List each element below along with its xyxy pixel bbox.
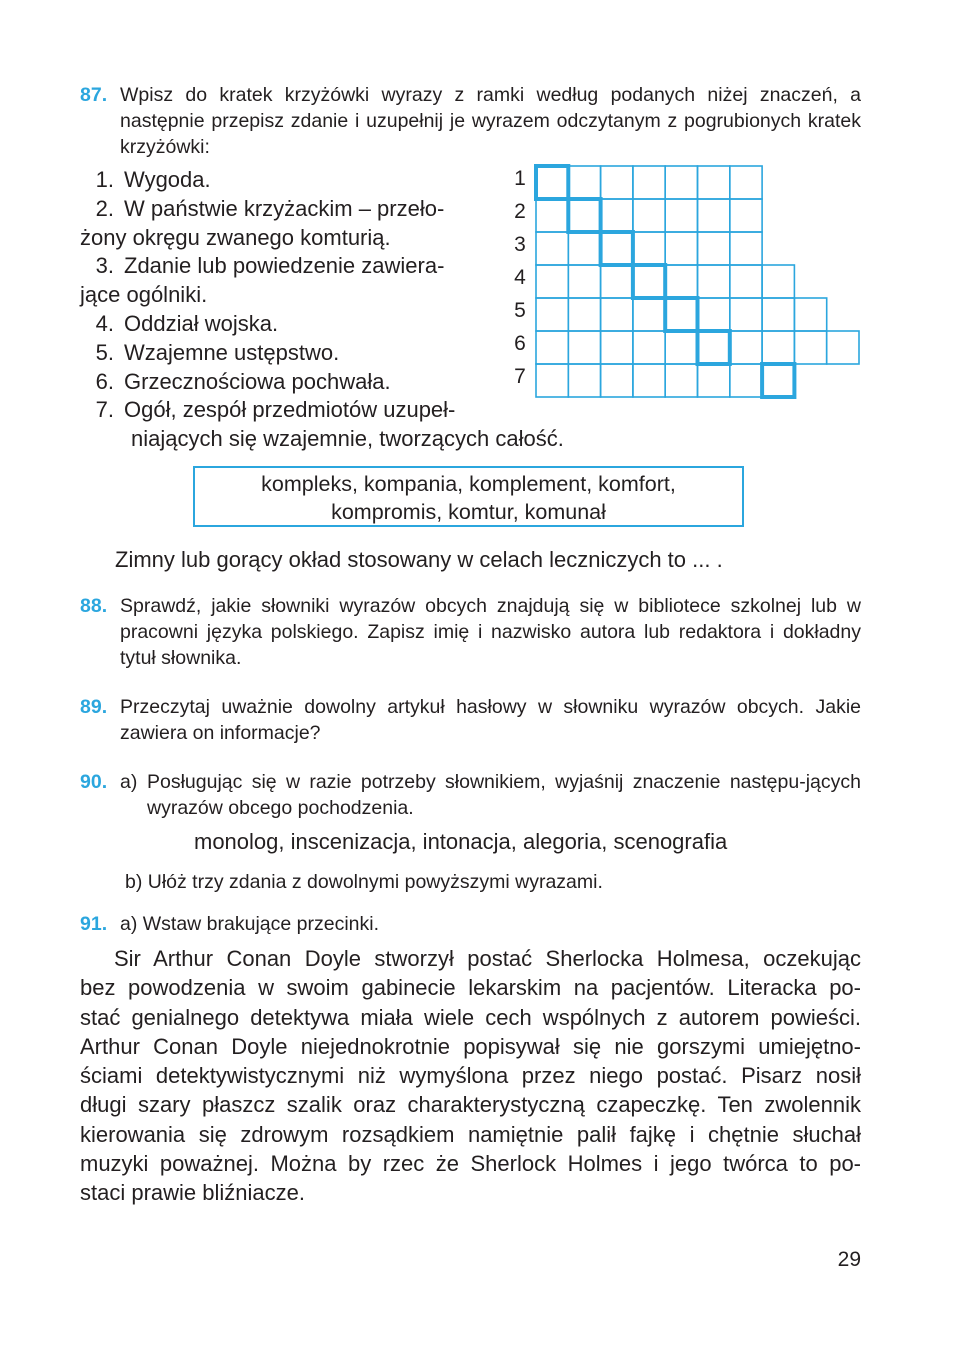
crossword-cell	[568, 331, 600, 364]
clue-line	[80, 339, 564, 368]
word-list: monolog, inscenizacja, intonacja, alegoria, scenografia	[194, 829, 728, 854]
crossword-row-number: 2	[514, 200, 526, 223]
crossword-cell	[536, 166, 568, 199]
crossword-cell	[730, 199, 762, 232]
crossword-bold-cell	[665, 298, 697, 331]
crossword-bold-cell	[601, 232, 633, 265]
paragraph-line: ściami detektywistycznymi niż wymyślona przez niego postać. Pisarz nosił	[80, 1063, 861, 1089]
crossword-grid	[533, 163, 863, 403]
crossword-cell	[730, 298, 762, 331]
crossword-cell	[601, 298, 633, 331]
crossword-cell	[601, 232, 633, 265]
task-instruction: Przeczytaj uważnie dowolny artykuł hasłowy w słowniku wyrazów obcych. Jakie zawiera on informacje?	[120, 696, 861, 744]
crossword-cell	[601, 265, 633, 298]
task-87	[80, 82, 861, 160]
clue-text: żony okręgu zwanego komturią.	[80, 224, 391, 250]
clue-line	[80, 396, 564, 425]
clue-line	[80, 166, 564, 195]
clue-text: niających się wzajemnie, tworzących całość.	[131, 426, 564, 452]
crossword-cell	[536, 199, 568, 232]
clue-line	[80, 224, 564, 253]
paragraph-line: Sir Arthur Conan Doyle stworzył postać Sherlocka Holmesa, oczekując	[114, 946, 861, 971]
crossword-cell	[665, 265, 697, 298]
crossword-cell	[730, 331, 762, 364]
crossword-bold-cell	[698, 331, 730, 364]
crossword-cell	[568, 265, 600, 298]
crossword-cell	[568, 232, 600, 265]
crossword-cell	[698, 298, 730, 331]
crossword-row-number: 4	[514, 266, 526, 289]
crossword-cell	[568, 166, 600, 199]
clue-line	[80, 195, 564, 224]
paragraph-line: Arthur Conan Doyle niejednokrotnie popisywał się nie gorszymi umiejętno-	[80, 1033, 861, 1059]
clue-text: Oddział wojska.	[124, 310, 279, 336]
task-number: 90.	[80, 771, 108, 793]
crossword-cell	[730, 232, 762, 265]
crossword-cell	[536, 232, 568, 265]
clue-number: 7.	[95, 397, 114, 423]
crossword-cell	[665, 199, 697, 232]
crossword-cell	[536, 298, 568, 331]
crossword-row-number: 3	[514, 233, 526, 256]
crossword-cell	[601, 364, 633, 397]
paragraph-line: kierowania się zdrowym rozsądkiem namiętnie palił fajkę i chętnie słuchał	[80, 1121, 861, 1147]
crossword-cell	[665, 298, 697, 331]
crossword-cell	[698, 265, 730, 298]
crossword-cell	[762, 298, 794, 331]
crossword-bold-cell	[762, 364, 794, 397]
crossword-cell	[794, 331, 826, 364]
fill-sentence: Zimny lub gorący okład stosowany w celach leczniczych to ... .	[115, 547, 723, 572]
clue-list	[80, 166, 564, 454]
crossword-bold-cell	[633, 265, 665, 298]
paragraph-line: staci prawie bliźniacze.	[80, 1180, 305, 1206]
crossword-bold-cell	[568, 199, 600, 232]
clue-text: Zdanie lub powiedzenie zawiera-	[124, 253, 445, 279]
crossword-cell	[633, 298, 665, 331]
crossword-cell	[568, 298, 600, 331]
clue-number: 2.	[95, 195, 114, 221]
crossword-row-number: 1	[514, 167, 526, 190]
clue-line	[80, 281, 564, 310]
crossword-cell	[633, 364, 665, 397]
clue-line	[80, 425, 564, 454]
clue-number: 3.	[95, 253, 114, 279]
clue-text: Wzajemne ustępstwo.	[124, 339, 340, 365]
crossword-bold-cell	[536, 166, 568, 199]
crossword-cell	[665, 364, 697, 397]
crossword-cell	[601, 166, 633, 199]
task-instruction: Sprawdź, jakie słowniki wyrazów obcych znajdują się w bibliotece szkolnej lub w pracowni języka polskiego. Zapisz imię i nazwisko autora lub redaktora i dokładny tytuł słownika.	[120, 595, 861, 669]
task-90	[80, 769, 861, 821]
page-number: 29	[837, 1248, 861, 1271]
crossword-cell	[827, 331, 859, 364]
crossword-cell	[698, 331, 730, 364]
task-instruction: Wpisz do kratek krzyżówki wyrazy z ramki według podanych niżej znaczeń, a następnie przepisz zdanie i uzupełnij je wyrazem odczytanym z pogrubionych kratek krzyżówki:	[120, 84, 861, 158]
crossword-cell	[665, 232, 697, 265]
crossword-cell	[698, 199, 730, 232]
clue-text: W państwie krzyżackim – przeło-	[124, 195, 445, 221]
clue-line	[80, 310, 564, 339]
crossword-cell	[762, 265, 794, 298]
clue-text: jące ogólniki.	[80, 282, 208, 308]
subtask-b: b) Ułóż trzy zdania z dowolnymi powyższymi wyrazami.	[125, 871, 603, 893]
crossword-cell	[536, 265, 568, 298]
crossword-cell	[568, 364, 600, 397]
crossword-cell	[665, 166, 697, 199]
crossword-cell	[601, 331, 633, 364]
task-number: 89.	[80, 696, 108, 718]
crossword-cell	[730, 265, 762, 298]
clue-text: Wygoda.	[124, 167, 211, 192]
crossword-cell	[794, 298, 826, 331]
paragraph-line: muzyki poważnej. Można by rzec że Sherlock Holmes i jego twórca to po-	[80, 1151, 861, 1177]
crossword-cell	[633, 331, 665, 364]
crossword-cell	[730, 364, 762, 397]
paragraph-line: bez powodzenia w swoim gabinecie lekarskim na pacjentów. Literacka po-	[80, 975, 861, 1001]
task-number: 91.	[80, 913, 108, 935]
subtask-label: a)	[120, 771, 138, 793]
crossword-cell	[536, 364, 568, 397]
crossword-cell	[665, 331, 697, 364]
crossword-cell	[633, 166, 665, 199]
crossword-cell	[536, 331, 568, 364]
clue-number: 6.	[95, 368, 114, 394]
clue-text: Ogół, zespół przedmiotów uzupeł-	[124, 397, 456, 423]
word-box-line: kompleks, kompania, komplement, komfort,	[261, 472, 676, 496]
crossword-cell	[633, 265, 665, 298]
clue-text: Grzecznościowa pochwała.	[124, 368, 391, 394]
crossword-cell	[698, 232, 730, 265]
crossword-cell	[698, 166, 730, 199]
clue-line	[80, 252, 564, 281]
task-89	[80, 694, 861, 746]
crossword-cell	[762, 331, 794, 364]
word-box-line: kompromis, komtur, komunał	[331, 500, 606, 524]
clue-number: 5.	[95, 339, 114, 365]
task-number: 88.	[80, 595, 108, 617]
paragraph-line: długi szary płaszcz szalik oraz charakterystyczną czapeczkę. Ten zwolennik	[80, 1092, 861, 1118]
crossword-cell	[633, 199, 665, 232]
crossword-cell	[730, 166, 762, 199]
word-box	[193, 466, 744, 527]
crossword-cell	[698, 364, 730, 397]
task-91	[80, 911, 861, 937]
paragraph-line: stać genialnego detektywa miała wiele cech wspólnych z autorem powieści.	[80, 1004, 861, 1030]
crossword-cell	[762, 364, 794, 397]
task-number: 87.	[80, 84, 108, 106]
task-88	[80, 593, 861, 671]
crossword-cell	[633, 232, 665, 265]
task-instruction: Posługując się w razie potrzeby słownikiem, wyjaśnij znaczenie następu-jących wyrazów obcego pochodzenia.	[147, 771, 861, 819]
crossword-cell	[601, 199, 633, 232]
crossword-row-number: 7	[514, 365, 526, 388]
task-instruction: a) Wstaw brakujące przecinki.	[120, 913, 380, 935]
crossword-cell	[568, 199, 600, 232]
crossword-row-number: 6	[514, 332, 526, 355]
clue-line	[80, 368, 564, 397]
clue-number: 1.	[95, 167, 114, 192]
clue-number: 4.	[95, 310, 114, 336]
crossword-row-number: 5	[514, 299, 526, 322]
exercise-paragraph	[80, 944, 861, 1208]
